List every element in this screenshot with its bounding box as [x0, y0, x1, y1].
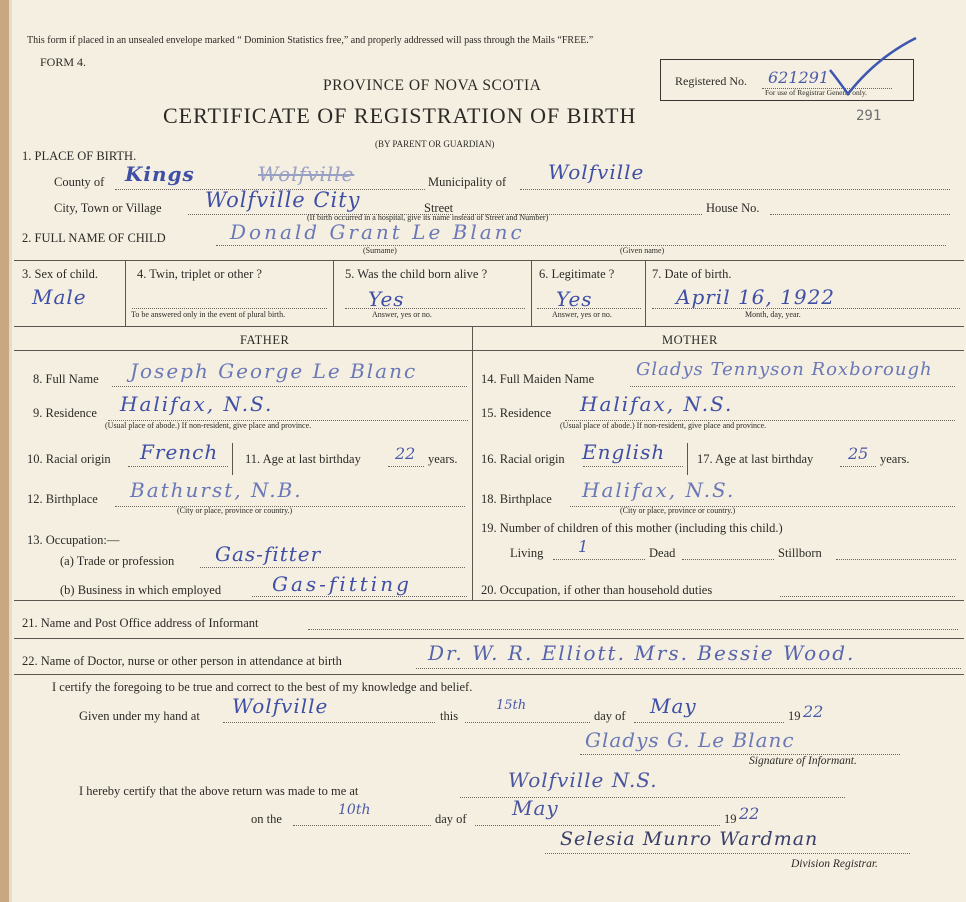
informant-signature: Gladys G. Le Blanc	[585, 728, 795, 752]
father-birthplace-value: Bathurst, N.B.	[130, 478, 303, 502]
paper-edge-inner	[9, 0, 12, 902]
certify-year-value: 22	[803, 702, 824, 721]
attendant-label: 22. Name of Doctor, nurse or other person in attendance at birth	[22, 654, 342, 668]
mother-age-unit: years.	[880, 452, 910, 466]
registrar-statement: I hereby certify that the above return was made to me at	[79, 784, 359, 798]
father-residence-note: (Usual place of abode.) If non-resident, give place and province.	[105, 421, 312, 430]
province-heading: PROVINCE OF NOVA SCOTIA	[323, 77, 542, 94]
father-race-value: French	[140, 440, 219, 464]
registered-number: 621291	[768, 68, 830, 87]
mother-residence-label: 15. Residence	[481, 406, 552, 420]
certify-year-prefix: 19	[788, 709, 801, 723]
page-subtitle: (BY PARENT OR GUARDIAN)	[375, 139, 495, 149]
certify-month-value: May	[650, 694, 697, 718]
place-of-birth-label: 1. PLACE OF BIRTH.	[22, 149, 137, 163]
mother-age-label: 17. Age at last birthday	[697, 452, 814, 466]
father-name-label: 8. Full Name	[33, 372, 99, 386]
informant-signature-label: Signature of Informant.	[749, 755, 857, 767]
given-name-caption: (Given name)	[620, 246, 665, 255]
mother-race-value: English	[582, 440, 666, 464]
father-age-value: 22	[395, 444, 416, 463]
dob-value: April 16, 1922	[676, 285, 836, 309]
living-value: 1	[578, 537, 589, 556]
given-place-value: Wolfville	[232, 694, 329, 718]
business-value: Gas-fitting	[272, 572, 412, 596]
father-residence-label: 9. Residence	[33, 406, 97, 420]
alive-value: Yes	[368, 287, 405, 311]
trade-label: (a) Trade or profession	[60, 554, 175, 568]
mother-residence-value: Halifax, N.S.	[580, 392, 734, 416]
dob-note: Month, day, year.	[745, 310, 801, 319]
dob-label: 7. Date of birth.	[652, 267, 732, 281]
father-name-value: Joseph George Le Blanc	[130, 359, 418, 383]
registered-label: Registered No.	[675, 74, 747, 88]
sex-label: 3. Sex of child.	[22, 267, 99, 281]
alive-note: Answer, yes or no.	[372, 310, 432, 319]
registrar-day-value: 10th	[338, 802, 371, 818]
city-value: Wolfville City	[205, 188, 361, 212]
informant-label: 21. Name and Post Office address of Informant	[22, 616, 259, 630]
city-label: City, Town or Village	[54, 201, 162, 215]
trade-value: Gas-fitter	[215, 542, 322, 566]
registrar-on-label: on the	[251, 812, 282, 826]
registrar-use-note: For use of Registrar General only.	[765, 88, 867, 97]
municipality-label: Municipality of	[428, 175, 507, 189]
registrar-year-prefix: 19	[724, 812, 737, 826]
certify-dayof-label: day of	[594, 709, 626, 723]
living-label: Living	[510, 546, 544, 560]
mother-birthplace-label: 18. Birthplace	[481, 492, 552, 506]
this-label: this	[440, 709, 459, 723]
alive-label: 5. Was the child born alive ?	[345, 267, 488, 281]
registrar-signature-label: Division Registrar.	[791, 858, 878, 870]
form-number: FORM 4.	[40, 55, 87, 69]
father-birthplace-note: (City or place, province or country.)	[177, 506, 293, 515]
stillborn-label: Stillborn	[778, 546, 822, 560]
registrar-place-value: Wolfville N.S.	[508, 768, 658, 792]
stamp-number: 291	[856, 108, 882, 124]
father-residence-value: Halifax, N.S.	[120, 392, 274, 416]
twin-label: 4. Twin, triplet or other ?	[137, 267, 262, 281]
father-age-label: 11. Age at last birthday	[245, 452, 361, 466]
mother-race-label: 16. Racial origin	[481, 452, 565, 466]
twin-note: To be answered only in the event of plural birth.	[131, 310, 286, 319]
legitimate-label: 6. Legitimate ?	[539, 267, 615, 281]
given-under-label: Given under my hand at	[79, 709, 200, 723]
paper-edge	[0, 0, 9, 902]
check-mark-icon	[826, 36, 918, 98]
mother-name-label: 14. Full Maiden Name	[481, 372, 595, 386]
father-occupation-label: 13. Occupation:—	[27, 533, 120, 547]
mother-birthplace-value: Halifax, N.S.	[582, 478, 736, 502]
sex-value: Male	[32, 285, 87, 309]
county-struck-value: Wolfville	[258, 162, 355, 186]
registrar-dayof-label: day of	[435, 812, 467, 826]
attendant-value: Dr. W. R. Elliott. Mrs. Bessie Wood.	[428, 641, 856, 665]
county-value: Kings	[125, 162, 195, 186]
certify-statement: I certify the foregoing to be true and correct to the best of my knowledge and belief.	[52, 680, 473, 694]
municipality-value: Wolfville	[548, 160, 645, 184]
mother-age-value: 25	[848, 444, 869, 463]
registrar-signature: Selesia Munro Wardman	[560, 828, 819, 850]
father-heading: FATHER	[240, 333, 290, 347]
mother-name-value: Gladys Tennyson Roxborough	[636, 359, 933, 380]
father-birthplace-label: 12. Birthplace	[27, 492, 98, 506]
page-title: CERTIFICATE OF REGISTRATION OF BIRTH	[163, 103, 637, 128]
registrar-year-value: 22	[739, 804, 760, 823]
surname-caption: (Surname)	[363, 246, 397, 255]
business-label: (b) Business in which employed	[60, 583, 222, 597]
certify-day-value: 15th	[496, 698, 527, 713]
registrar-month-value: May	[512, 796, 559, 820]
county-label: County of	[54, 175, 105, 189]
children-count-label: 19. Number of children of this mother (including this child.)	[481, 521, 783, 535]
street-label: Street	[424, 201, 454, 215]
father-age-unit: years.	[428, 452, 458, 466]
mother-birthplace-note: (City or place, province or country.)	[620, 506, 736, 515]
mother-residence-note: (Usual place of abode.) If non-resident, give place and province.	[560, 421, 767, 430]
hospital-note: (If birth occurred in a hospital, give its name instead of Street and Number)	[307, 213, 549, 222]
mail-note: This form if placed in an unsealed envelope marked “ Dominion Statistics free,” and properly addressed will pass through the Mails “FREE.”	[27, 35, 594, 46]
child-name-value: Donald Grant Le Blanc	[230, 220, 525, 244]
father-race-label: 10. Racial origin	[27, 452, 111, 466]
child-name-label: 2. FULL NAME OF CHILD	[22, 231, 166, 245]
legitimate-note: Answer, yes or no.	[552, 310, 612, 319]
mother-heading: MOTHER	[662, 333, 718, 347]
mother-occupation-label: 20. Occupation, if other than household duties	[481, 583, 713, 597]
legitimate-value: Yes	[556, 287, 593, 311]
house-label: House No.	[706, 201, 760, 215]
dead-label: Dead	[649, 546, 676, 560]
